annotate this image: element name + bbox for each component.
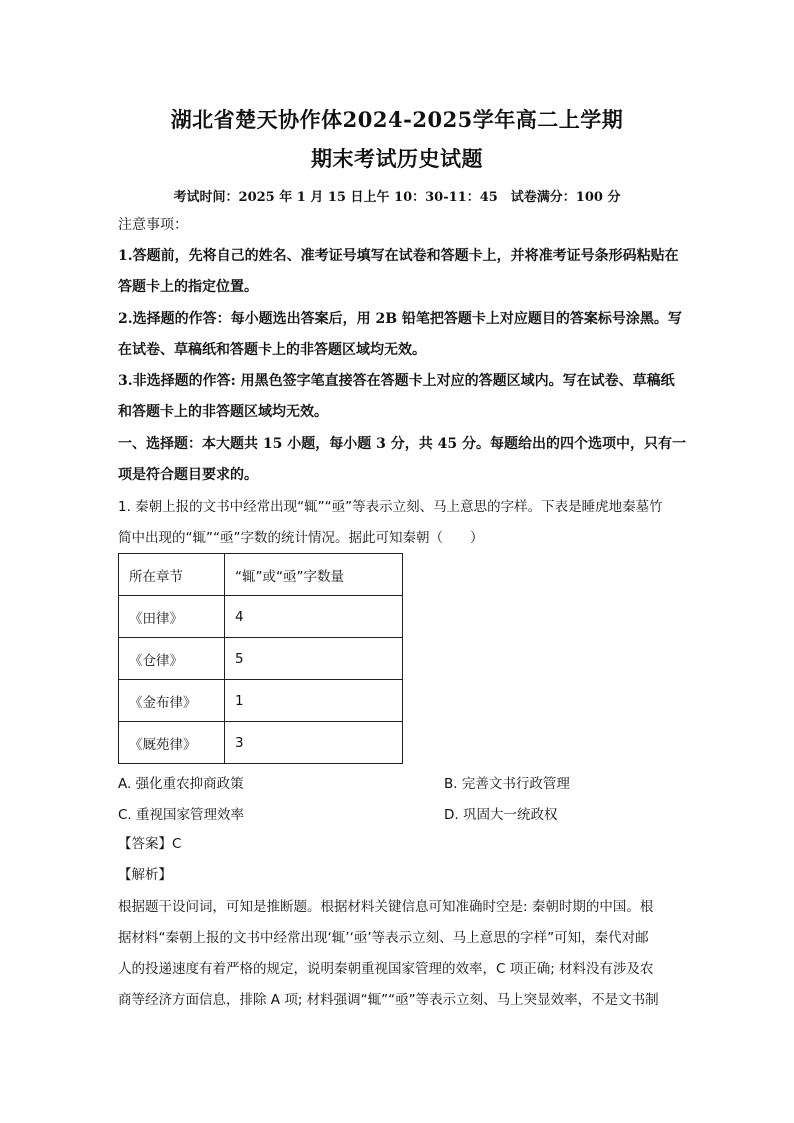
table-cell-count: 3: [225, 722, 403, 764]
notice-line: 1.答题前，先将自己的姓名、准考证号填写在试卷和答题卡上，并将准考证号条形码粘贴在: [118, 248, 679, 264]
notice-line: 3.非选择题的作答: 用黑色签字笔直接答在答题卡上对应的答题区域内。写在试卷、草稿纸: [118, 373, 675, 389]
table-cell-count: 5: [225, 638, 403, 680]
table-row: [119, 680, 403, 722]
section-heading-line: 项是符合题目要求的。: [118, 467, 258, 483]
exam-title-line1: 湖北省楚天协作体2024-2025学年高二上学期: [170, 107, 624, 132]
exam-meta: 考试时间：2025 年 1 月 15 日上午 10：30-11：45 试卷满分：100 分: [173, 190, 621, 205]
analysis-heading: 【解析】: [118, 867, 172, 883]
exam-title-line2: 期末考试历史试题: [311, 146, 483, 171]
table-cell-chapter: 《厩苑律》: [119, 722, 225, 764]
question-stem-line: 简中出现的“辄”“亟”字数的统计情况。据此可知秦朝（ ）: [118, 530, 484, 546]
table-header-cell: “辄”或“亟”字数量: [225, 554, 403, 596]
table-header-cell: 所在章节: [119, 554, 225, 596]
table-cell-chapter: 《金布律》: [119, 680, 225, 722]
notice-line: 答题卡上的指定位置。: [118, 279, 258, 295]
notice-heading: 注意事项：: [118, 217, 188, 233]
statistics-table: [118, 553, 403, 764]
table-cell-count: 4: [225, 596, 403, 638]
analysis-line: 据材料“秦朝上报的文书中经常出现‘辄’‘亟’等表示立刻、马上意思的字样”可知，秦代对邮: [118, 930, 649, 946]
option-c: C. 重视国家管理效率: [118, 807, 245, 823]
option-a: A. 强化重农抑商政策: [118, 776, 244, 792]
table-row: [119, 722, 403, 764]
table-cell-count: 1: [225, 680, 403, 722]
notice-line: 2.选择题的作答：每小题选出答案后，用 2B 铅笔把答题卡上对应题目的答案标号涂黑。写: [118, 311, 682, 327]
answer-label: 【答案】C: [118, 836, 182, 852]
analysis-line: 根据题干设问词，可知是推断题。根据材料关键信息可知准确时空是: 秦朝时期的中国。根: [118, 899, 654, 915]
analysis-line: 人的投递速度有着严格的规定，说明秦朝重视国家管理的效率，C 项正确; 材料没有涉及农: [118, 961, 654, 977]
notice-line: 和答题卡上的非答题区域均无效。: [118, 404, 328, 420]
table-header-row: [119, 554, 403, 596]
table-cell-chapter: 《仓律》: [119, 638, 225, 680]
table-row: [119, 638, 403, 680]
analysis-line: 商等经济方面信息，排除 A 项; 材料强调“辄”“亟”等表示立刻、马上突显效率，不是文书制: [118, 992, 659, 1008]
table-cell-chapter: 《田律》: [119, 596, 225, 638]
section-heading-line: 一、选择题：本大题共 15 小题，每小题 3 分，共 45 分。每题给出的四个选项中，只有一: [118, 436, 686, 452]
notice-line: 在试卷、草稿纸和答题卡上的非答题区域均无效。: [118, 342, 426, 358]
question-stem-line: 1. 秦朝上报的文书中经常出现“辄”“亟”等表示立刻、马上意思的字样。下表是睡虎地秦墓竹: [118, 499, 663, 515]
option-d: D. 巩固大一统政权: [444, 807, 558, 823]
table-row: [119, 596, 403, 638]
option-b: B. 完善文书行政管理: [444, 776, 570, 792]
